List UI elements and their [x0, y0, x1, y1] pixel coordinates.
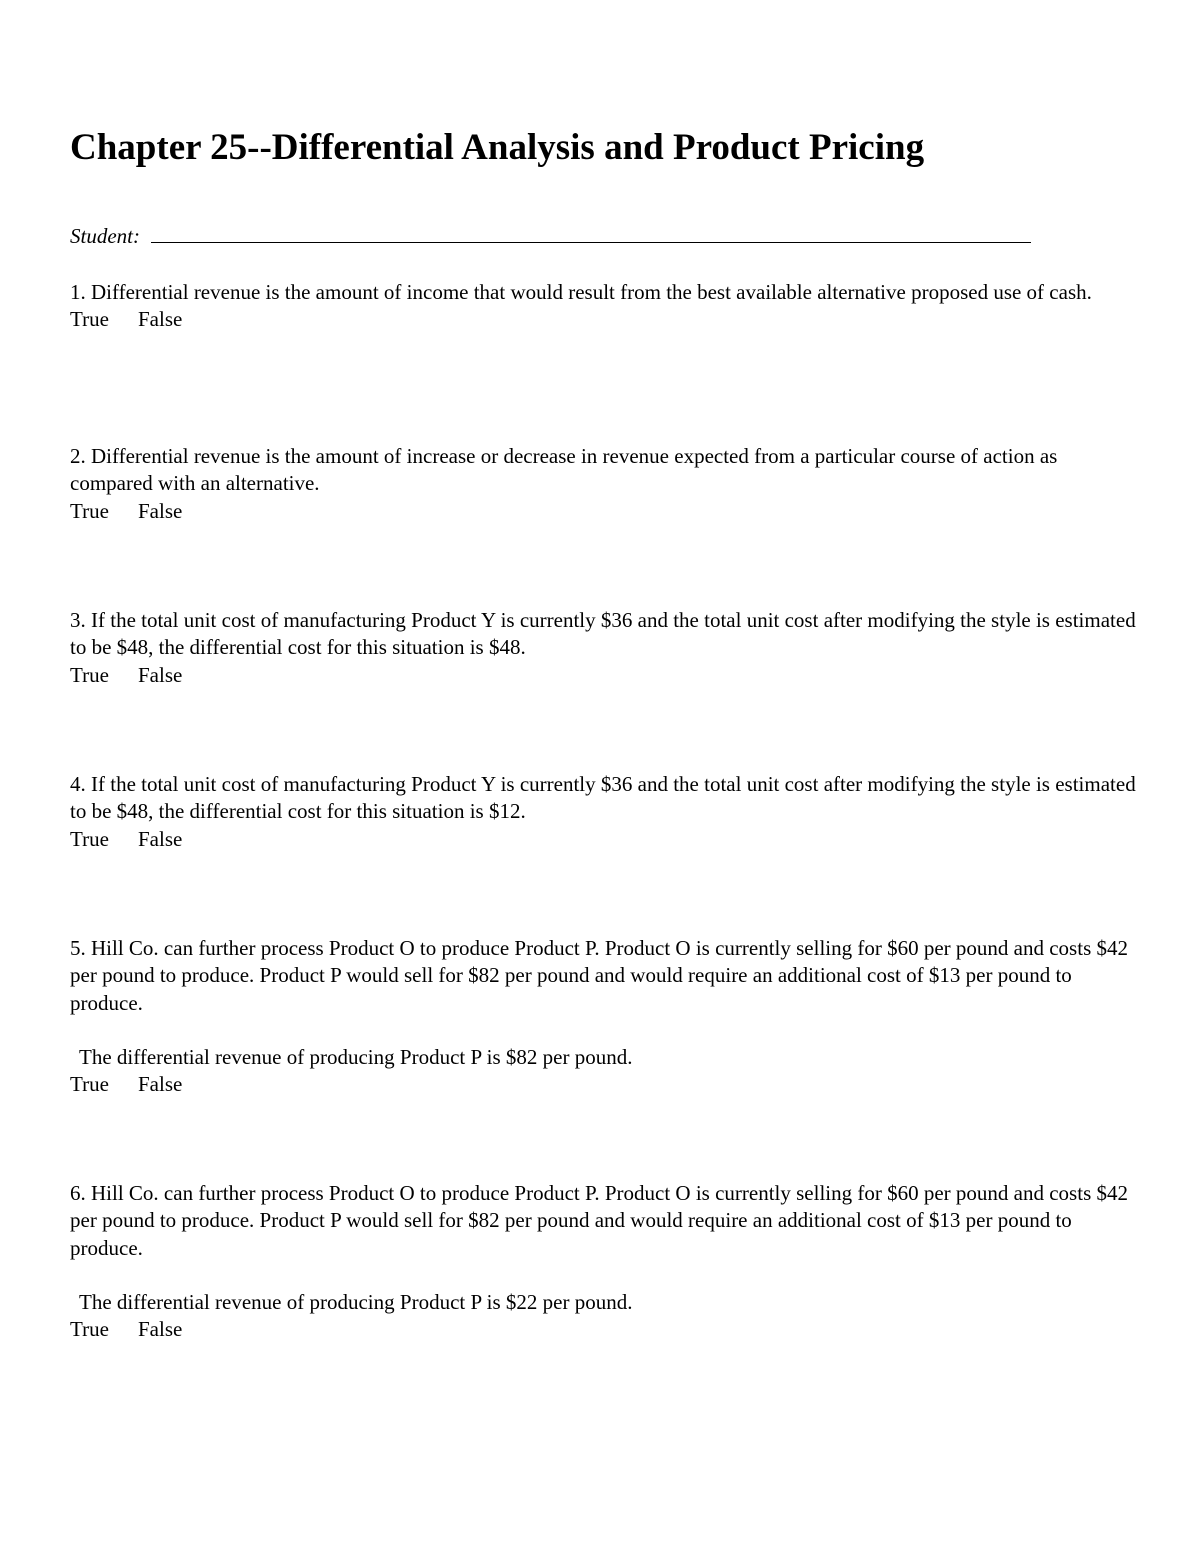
choice-false[interactable]: False: [138, 1317, 183, 1342]
question-text: [70, 443, 1140, 498]
answer-choices: [70, 1071, 1140, 1098]
question-statement: The differential revenue of producing Product P is $22 per pound.: [79, 1289, 633, 1314]
question-text: [70, 279, 1140, 306]
answer-choices: [70, 662, 1140, 689]
choice-false[interactable]: False: [138, 826, 183, 851]
choice-true[interactable]: True: [70, 1072, 109, 1097]
choice-true[interactable]: True: [70, 826, 109, 851]
question-body: If the total unit cost of manufacturing Product Y is currently $36 and the total unit cost after modifying the style is estimated to be $48, the differential cost for this situation is $48.: [70, 608, 1136, 660]
choice-false[interactable]: False: [138, 1072, 183, 1097]
question-number: 3.: [70, 608, 86, 632]
answer-choices: [70, 826, 1140, 853]
question-number: 6.: [70, 1181, 86, 1205]
question-number: 1.: [70, 280, 86, 304]
question-1: [70, 279, 1140, 334]
question-text: [70, 607, 1140, 662]
question-5: [70, 935, 1140, 1098]
choice-true[interactable]: True: [70, 662, 109, 687]
choice-false[interactable]: False: [138, 498, 183, 523]
choice-true[interactable]: True: [70, 307, 109, 332]
choice-true[interactable]: True: [70, 498, 109, 523]
question-number: 2.: [70, 444, 86, 468]
choice-false[interactable]: False: [138, 307, 183, 332]
answer-choices: [70, 306, 1140, 333]
answer-choices: [70, 498, 1140, 525]
question-body: Differential revenue is the amount of income that would result from the best available alternative proposed use of cash.: [91, 280, 1092, 304]
student-name-blank[interactable]: [151, 224, 1031, 243]
question-body: Hill Co. can further process Product O to produce Product P. Product O is currently selling for $60 per pound and costs $42 per pound to produce. Product P would sell for $82 per pound and would require an additional cost of $13 per pound to produce.: [70, 1181, 1128, 1260]
page-title: Chapter 25--Differential Analysis and Product Pricing: [70, 127, 925, 168]
question-number: 5.: [70, 936, 86, 960]
choice-false[interactable]: False: [138, 662, 183, 687]
question-4: [70, 771, 1140, 853]
question-text: [70, 935, 1140, 1017]
student-name-line: [70, 222, 1031, 250]
question-number: 4.: [70, 772, 86, 796]
question-text: [70, 771, 1140, 826]
question-body: Hill Co. can further process Product O to produce Product P. Product O is currently selling for $60 per pound and costs $42 per pound to produce. Product P would sell for $82 per pound and would require an additional cost of $13 per pound to produce.: [70, 936, 1128, 1015]
question-text: [70, 1180, 1140, 1262]
question-statement: The differential revenue of producing Product P is $82 per pound.: [79, 1044, 633, 1069]
question-body: If the total unit cost of manufacturing Product Y is currently $36 and the total unit cost after modifying the style is estimated to be $48, the differential cost for this situation is $12.: [70, 772, 1136, 824]
question-6: [70, 1180, 1140, 1343]
answer-choices: [70, 1316, 1140, 1343]
question-2: [70, 443, 1140, 525]
choice-true[interactable]: True: [70, 1317, 109, 1342]
question-3: [70, 607, 1140, 689]
question-body: Differential revenue is the amount of increase or decrease in revenue expected from a particular course of action as compared with an alternative.: [70, 444, 1058, 496]
student-label: Student:: [70, 224, 140, 248]
